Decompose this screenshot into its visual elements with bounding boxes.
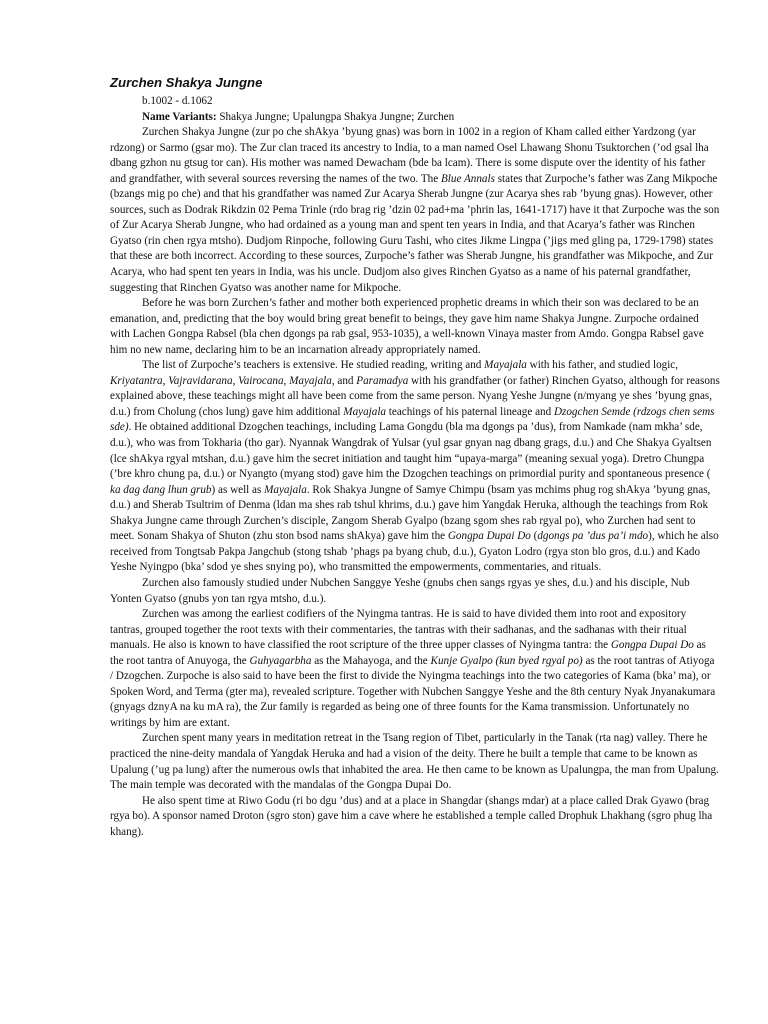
name-variants bbox=[110, 110, 720, 126]
italic-title: Blue Annals bbox=[440, 172, 495, 185]
paragraph-family: Zurchen Shakya Jungne (zur po che shAkya ’byung gnas) was born in 1002 in a region of Kham called either Yardzong (yar rdzong) or Sarmo (gsar mo). The Zur clan traced its ancestry to India, to a man named Osel Lhawang Shonu Tsuktorchen (’od gsal lha dbang gzhon nu gtsug tor can). His mother was named Dewacham (bde ba lcam). There is some dispute over the identity of his father and grandfather, with several sources reversing the names of the two. The Blue Annals states that Zurpoche’s father was Zang Mikpoche (bzangs mig po che) and that his grandfather was named Zur Acarya Sherab Jungne (zur Acarya shes rab ’byung gnas). However, other sources, such as Dodrak Rikdzin 02 Pema Trinle (rdo brag rig ’dzin 02 pad+ma ’phrin las, 1641-1717) have it that Zurpoche was the son of Zur Acarya Sherab Jungne, who had ordained as a young man and spent ten years in India, and that Acarya’s father was Rinchen Gyatso (rin chen rgya mtsho). Dudjom Rinpoche, following Guru Tashi, who cites Jikme Lingpa (’jigs med gling pa, 1729-1798) states that these are both incorrect. According to these sources, Zurpoche’s father was Sherab Jungne, his grandfather was Mikpoche, and Zur Acarya, who had spent ten years in India, was his uncle. Dudjom also gives Rinchen Gyatso as a name of his paternal grandfather, suggesting that Rinchen Gyatso was another name for Mikpoche. bbox=[110, 126, 720, 294]
paragraph-retreat: Zurchen spent many years in meditation retreat in the Tsang region of Tibet, particularly in the Tanak (rta nag) valley. There he practiced the nine-deity mandala of Yangdak Heruka and had a vision of the deity. There he built a temple that came to be known as Upalung (’ug pa lung) after the numerous owls that inhabited the area. He then came to be known as Upalungpa, the man from Upalung. The main temple was decorated with the mandalas of the Gongpa Dupai Do. bbox=[110, 732, 719, 792]
paragraph-teachers: The list of Zurpoche’s teachers is extensive. He studied reading, writing and Mayajala with his father, and studied logic, Kriyatantra, Vajravidarana, Vairocana, Mayajala, and Paramadya with his grandfather (or father) Rinchen Gyatso, although for reasons explained above, these teachings might all have been come from the same person. Nyang Yeshe Jungne (n/myang ye shes ’byung gnas, d.u.) from Cholung (chos lung) gave him additional Mayajala teachings of his paternal lineage and Dzogchen Semde (rdzogs chen sems sde). He obtained additional Dzogchen teachings, including Lama Gongdu (bla ma dgongs pa ’dus), from Namkade (nam mkha’ sde, d.u.), who was from Tokharia (tho gar). Nyannak Wangdrak of Yulsar (yul gsar gnyan nag dbang grags, d.u.) and Che Shakya Gyaltsen (lce shAkya rgyal mtshan, d.u.) gave him the secret initiation and taught him “upaya-marga” (meaning sexual yoga). Dretro Chungpa (’bre khro chung pa, d.u.) or Nyangto (myang stod) gave him the Dzogchen teachings on primordial purity and spontaneous presence ( ka dag dang lhun grub) as well as Mayajala. Rok Shakya Jungne of Samye Chimpu (bsam yas mchims phug rog shAkya ’byung gnas, d.u.) and Sherab Tsultrim of Denma (ldan ma shes rab tshul khrims, d.u.) gave him Yangdak Heruka, although the teachings from Rok Shakya Jungne came through Zurchen’s disciple, Zangom Sherab Gyalpo (bzang sgom shes rab rgyal po), who Zurchen had sent to meet. Sonam Shakya of Shuton (zhu ston bsod nams shAkya) gave him the Gongpa Dupai Do (dgongs pa ’dus pa’i mdo), which he also received from Tongtsab Pakpa Jangchub (stong tshab ’phags pa byang chub, d.u.), Gyaton Lodro (rgya ston blo gros, d.u.) and Kado Yeshe Nyingpo (bka’ sdod ye shes snying po), who transmitted the empowerments, commentaries, and rituals. bbox=[110, 359, 720, 574]
article-body bbox=[110, 74, 720, 840]
paragraph-riwo-godu: He also spent time at Riwo Godu (ri bo dgu ’dus) and at a place in Shangdar (shangs mdar) at a place called Drak Gyawo (brag rgya bo). A sponsor named Droton (sgro ston) gave him a cave where he established a temple called Drophuk Lhakhang (sgro phug lha khang). bbox=[110, 794, 713, 838]
name-variants-value: Shakya Jungne; Upalungpa Shakya Jungne; Zurchen bbox=[216, 110, 455, 123]
name-variants-label: Name Variants: bbox=[142, 110, 217, 123]
article-title: Zurchen Shakya Jungne bbox=[110, 75, 263, 90]
paragraph-birth: Before he was born Zurchen’s father and mother both experienced prophetic dreams in which their son was declared to be an emanation, and, predicting that the boy would bring great benefit to beings, they gave him name Shakya Jungne. Zurpoche ordained with Lachen Gongpa Rabsel (bla chen dgongs pa rab gsal, 953-1035), a well-known Vinaya master from Amdo. Gongpa Rabsel gave him no new name, declaring him to be an incarnation already appropriately named. bbox=[110, 297, 704, 356]
paragraph-nubchen: Zurchen also famously studied under Nubchen Sanggye Yeshe (gnubs chen sangs rgyas ye shes, d.u.) and his disciple, Nub Yonten Gyatso (gnubs yon tan rgya mtsho, d.u.). bbox=[110, 576, 690, 605]
life-dates: b.1002 - d.1062 bbox=[142, 95, 213, 107]
paragraph-codifier: Zurchen was among the earliest codifiers of the Nyingma tantras. He is said to have divided them into root and expository tantras, grouped together the root texts with their commentaries, the tantras with their sadhanas, and the sadhanas with their ritual manuals. He also is known to have classified the root scripture of the three upper classes of Nyingma tantra: the Gongpa Dupai Do as the root tantra of Anuyoga, the Guhyagarbha as the Mahayoga, and the Kunje Gyalpo (kun byed rgyal po) as the root tantras of Atiyoga / Dzogchen. Zurpoche is also said to have been the first to divide the Nyingma teachings into the two categories of Kama (bka’ ma), or Spoken Word, and Terma (gter ma), revealed scripture. Together with Nubchen Sanggye Yeshe and the 8th century Nyak Jnyanakumara (gnyags dznyA na ku mA ra), the Zur family is regarded as being one of three founts for the Kama transmission. Unfortunately no writings by him are extant. bbox=[110, 608, 716, 729]
